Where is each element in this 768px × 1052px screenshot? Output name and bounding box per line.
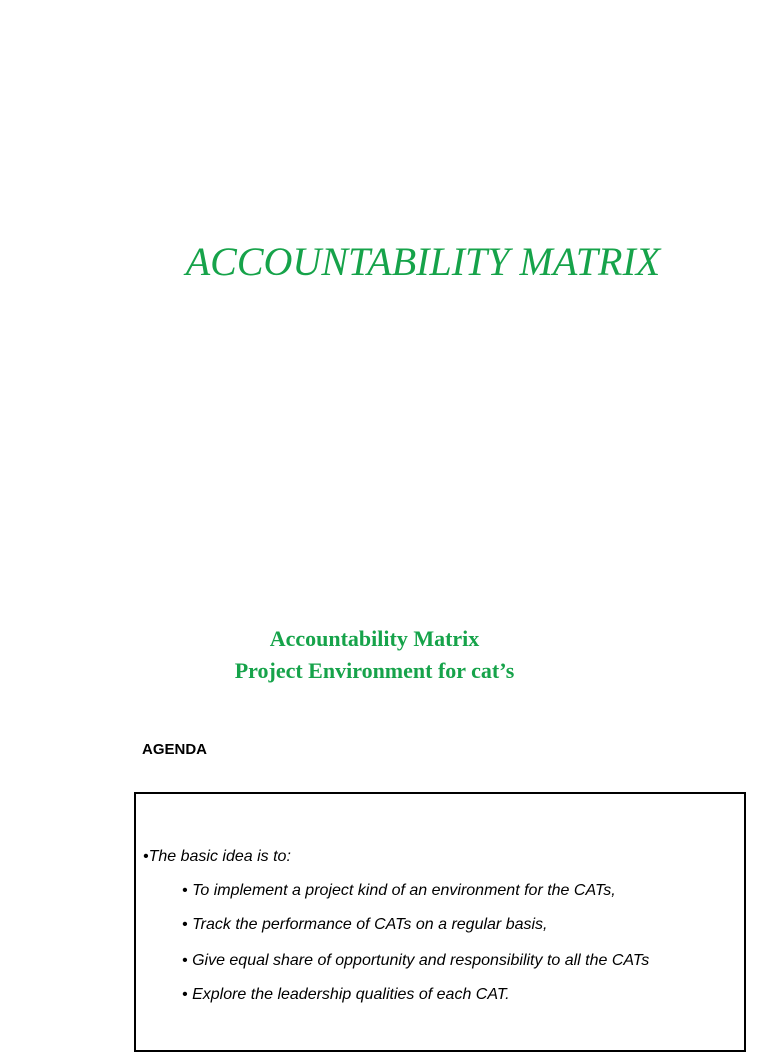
- intro-line: •The basic idea is to:: [143, 848, 291, 865]
- bullet-item: [182, 916, 547, 934]
- bullet-marker: •: [182, 916, 188, 933]
- bullet-text: To implement a project kind of an environment for the CATs,: [192, 882, 616, 899]
- agenda-heading: AGENDA: [142, 741, 208, 758]
- bullet-text: Explore the leadership qualities of each CAT.: [192, 986, 510, 1003]
- bullet-text: Give equal share of opportunity and responsibility to all the CATs: [192, 952, 650, 969]
- subtitle-line-1: Accountability Matrix: [269, 626, 480, 651]
- bullet-marker: •: [182, 986, 188, 1003]
- bullet-item: [182, 882, 616, 900]
- subtitle-line-2: Project Environment for cat’s: [234, 658, 515, 683]
- bullet-marker: •: [182, 882, 188, 899]
- agenda-content-box: [134, 792, 746, 1052]
- bullet-item: [182, 952, 649, 970]
- bullet-item: [182, 986, 510, 1004]
- page-title: ACCOUNTABILITY MATRIX: [185, 239, 661, 284]
- bullet-marker: •: [182, 952, 188, 969]
- bullet-text: Track the performance of CATs on a regular basis,: [192, 916, 548, 933]
